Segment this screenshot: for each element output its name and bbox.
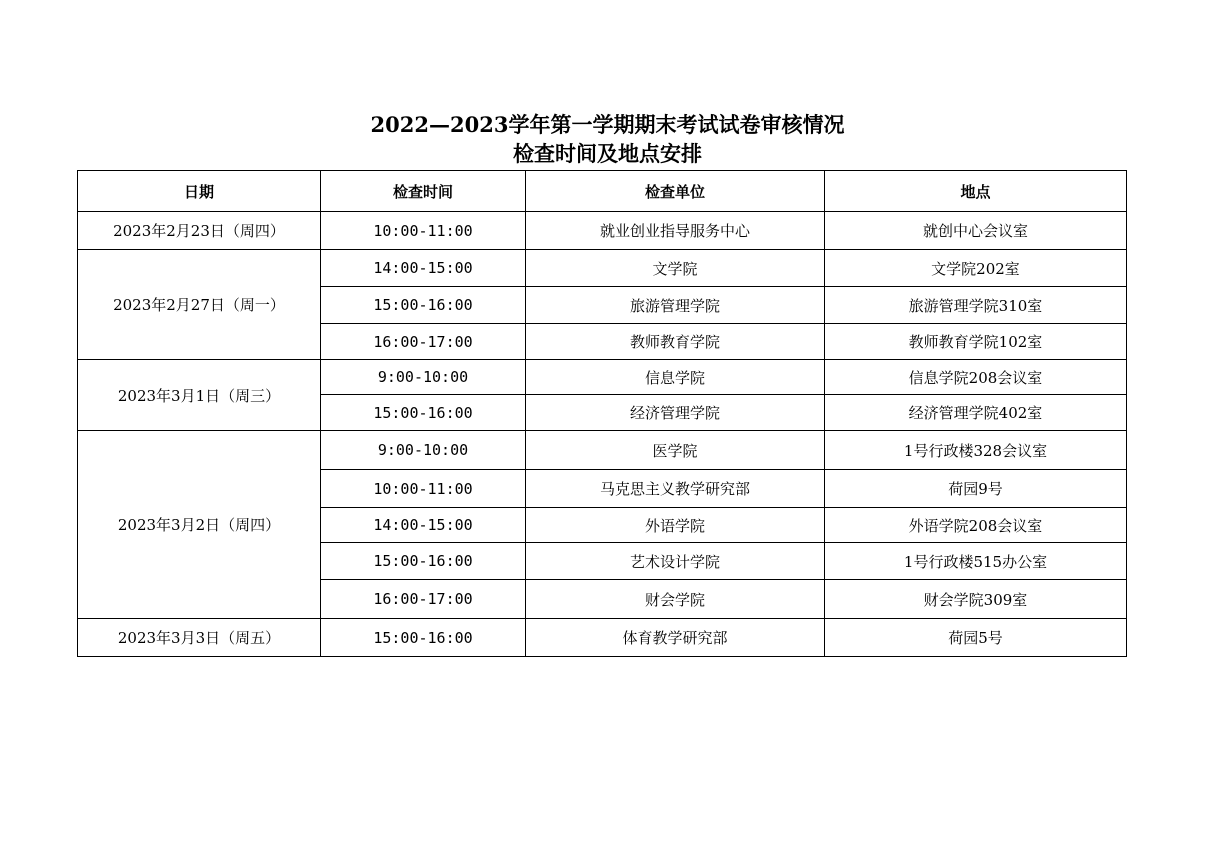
date-cell: 2023年3月1日（周三） bbox=[78, 360, 321, 431]
table-row bbox=[78, 250, 1127, 287]
table-row bbox=[78, 431, 1127, 470]
unit-cell: 财会学院 bbox=[526, 580, 825, 619]
unit-cell: 文学院 bbox=[526, 250, 825, 287]
unit-cell: 教师教育学院 bbox=[526, 324, 825, 360]
place-cell: 旅游管理学院310室 bbox=[825, 287, 1127, 324]
time-cell: 10:00-11:00 bbox=[321, 470, 526, 508]
header-date: 日期 bbox=[78, 171, 321, 212]
date-cell: 2023年2月27日（周一） bbox=[78, 250, 321, 360]
time-cell: 15:00-16:00 bbox=[321, 395, 526, 431]
time-cell: 9:00-10:00 bbox=[321, 360, 526, 395]
time-cell: 15:00-16:00 bbox=[321, 287, 526, 324]
time-cell: 10:00-11:00 bbox=[321, 212, 526, 250]
place-cell: 信息学院208会议室 bbox=[825, 360, 1127, 395]
time-cell: 15:00-16:00 bbox=[321, 619, 526, 657]
time-cell: 14:00-15:00 bbox=[321, 508, 526, 543]
date-cell: 2023年2月23日（周四） bbox=[78, 212, 321, 250]
document-subtitle: 检查时间及地点安排 bbox=[513, 141, 702, 166]
document-title: 2022—2023学年第一学期期末考试试卷审核情况 bbox=[370, 112, 845, 137]
time-cell: 9:00-10:00 bbox=[321, 431, 526, 470]
place-cell: 文学院202室 bbox=[825, 250, 1127, 287]
place-cell: 经济管理学院402室 bbox=[825, 395, 1127, 431]
unit-cell: 艺术设计学院 bbox=[526, 543, 825, 580]
unit-cell: 体育教学研究部 bbox=[526, 619, 825, 657]
unit-cell: 旅游管理学院 bbox=[526, 287, 825, 324]
time-cell: 15:00-16:00 bbox=[321, 543, 526, 580]
header-unit: 检查单位 bbox=[526, 171, 825, 212]
unit-cell: 信息学院 bbox=[526, 360, 825, 395]
header-row bbox=[78, 171, 1127, 212]
schedule-table bbox=[77, 170, 1127, 657]
unit-cell: 就业创业指导服务中心 bbox=[526, 212, 825, 250]
place-cell: 外语学院208会议室 bbox=[825, 508, 1127, 543]
time-cell: 14:00-15:00 bbox=[321, 250, 526, 287]
time-cell: 16:00-17:00 bbox=[321, 580, 526, 619]
header-place: 地点 bbox=[825, 171, 1127, 212]
place-cell: 1号行政楼515办公室 bbox=[825, 543, 1127, 580]
place-cell: 财会学院309室 bbox=[825, 580, 1127, 619]
table-row bbox=[78, 212, 1127, 250]
unit-cell: 外语学院 bbox=[526, 508, 825, 543]
place-cell: 教师教育学院102室 bbox=[825, 324, 1127, 360]
unit-cell: 经济管理学院 bbox=[526, 395, 825, 431]
place-cell: 荷园9号 bbox=[825, 470, 1127, 508]
place-cell: 1号行政楼328会议室 bbox=[825, 431, 1127, 470]
time-cell: 16:00-17:00 bbox=[321, 324, 526, 360]
table-row bbox=[78, 619, 1127, 657]
date-cell: 2023年3月2日（周四） bbox=[78, 431, 321, 619]
place-cell: 荷园5号 bbox=[825, 619, 1127, 657]
unit-cell: 马克思主义教学研究部 bbox=[526, 470, 825, 508]
place-cell: 就创中心会议室 bbox=[825, 212, 1127, 250]
date-cell: 2023年3月3日（周五） bbox=[78, 619, 321, 657]
header-time: 检查时间 bbox=[321, 171, 526, 212]
unit-cell: 医学院 bbox=[526, 431, 825, 470]
table-row bbox=[78, 360, 1127, 395]
